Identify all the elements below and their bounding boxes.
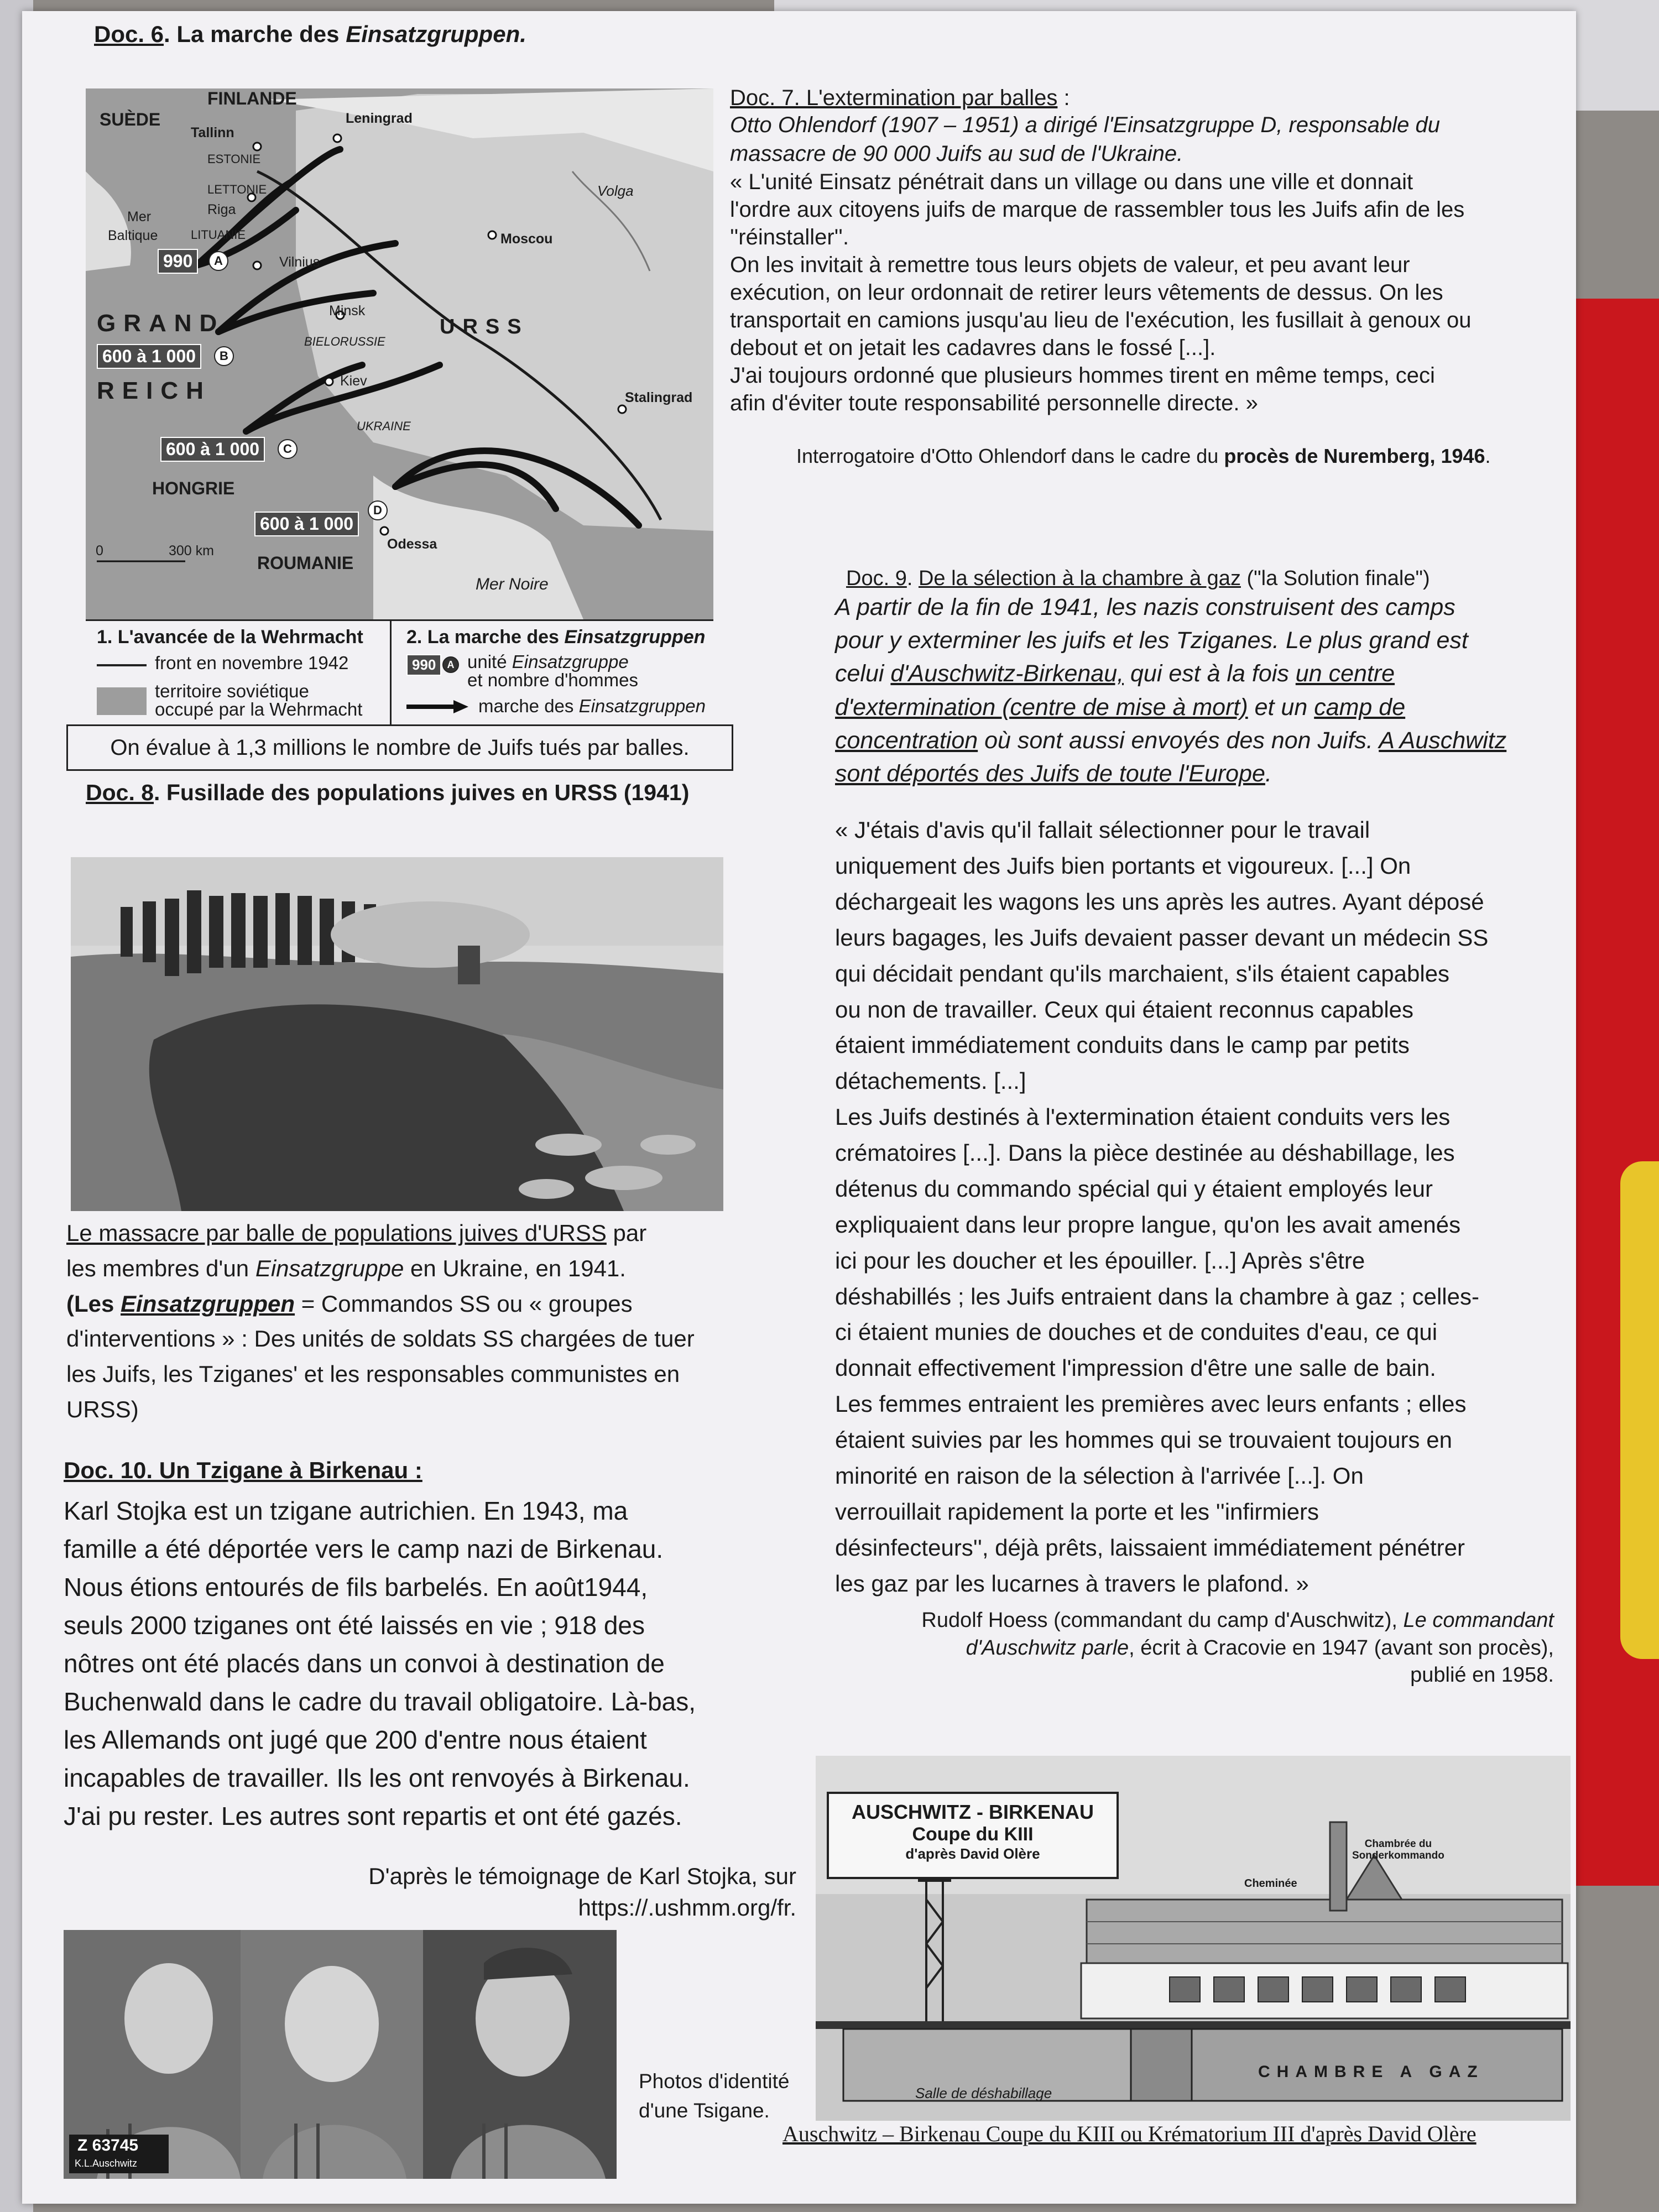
doc9-intro-text: qui est à la fois bbox=[1124, 660, 1296, 687]
doc9-source bbox=[835, 1607, 1554, 1689]
kiii-label-cheminee: Cheminée bbox=[1244, 1877, 1297, 1890]
doc7-quote bbox=[730, 168, 1548, 417]
id-photo-number: Z 63745 bbox=[77, 2136, 139, 2154]
doc7-intro-2: massacre de 90 000 Juifs au sud de l'Ukraine. bbox=[730, 142, 1183, 166]
map-label-moscou: Moscou bbox=[500, 231, 553, 247]
legend-unit-text-1 bbox=[467, 653, 629, 671]
legend-unit-text: unité bbox=[467, 651, 512, 672]
doc9-quote bbox=[835, 812, 1554, 1601]
doc8-caption-text: les membres d'un bbox=[66, 1255, 255, 1281]
legend-march-text: marche des bbox=[478, 696, 579, 716]
unit-b-count: 600 à 1 000 bbox=[97, 344, 201, 369]
doc9-intro-line bbox=[835, 657, 1554, 690]
doc8-caption-underlined: Le massacre par balle de populations juives d'URSS bbox=[66, 1220, 607, 1246]
photo-caption-line-1: Photos d'identité bbox=[639, 2070, 790, 2093]
doc7-line: l'ordre aux citoyens juifs de marque de rassembler tous les Juifs afin de les bbox=[730, 197, 1465, 222]
unit-c-count: 600 à 1 000 bbox=[160, 437, 265, 462]
map-label-lituanie: LITUANIE bbox=[191, 228, 246, 242]
doc9-line: déshabillés ; les Juifs entraient dans la chambre à gaz ; celles- bbox=[835, 1283, 1479, 1310]
doc6-title-italic: Einsatzgruppen. bbox=[346, 21, 526, 47]
doc10-text bbox=[64, 1492, 805, 1835]
doc10-line: Nous étions entourés de fils barbelés. En août1944, bbox=[64, 1573, 648, 1601]
map-scale-zero: 0 bbox=[96, 543, 103, 559]
doc7-line: debout et on jetait les cadavres dans le fossé [...]. bbox=[730, 336, 1216, 360]
doc6-title bbox=[94, 21, 526, 48]
doc9-intro-text: où sont aussi envoyés des non Juifs. bbox=[978, 727, 1379, 754]
doc7-intro-1: Otto Ohlendorf (1907 – 1951) a dirigé l'Einsatzgruppe D, responsable du bbox=[730, 113, 1440, 137]
unit-d-letter: D bbox=[368, 500, 388, 520]
map-label-urss: URSS bbox=[440, 315, 529, 338]
doc9-intro bbox=[835, 591, 1554, 790]
map-label-lettonie: LETTONIE bbox=[207, 182, 267, 196]
legend-title-2-text: 2. La marche des bbox=[406, 627, 565, 648]
doc9-intro-line bbox=[835, 724, 1554, 757]
legend-front-line-swatch bbox=[97, 664, 147, 666]
legend-arrow-icon bbox=[406, 698, 470, 715]
map-label-estonie: ESTONIE bbox=[207, 152, 261, 166]
legend-unit-letter: A bbox=[442, 656, 459, 673]
einsatzgruppen-map bbox=[86, 88, 713, 619]
photo-caption bbox=[639, 2067, 789, 2125]
doc9-line: ci étaient munies de douches et de conduites d'eau, ce qui bbox=[835, 1319, 1438, 1345]
doc10-source-line-1: D'après le témoignage de Karl Stojka, sur bbox=[368, 1863, 796, 1889]
map-label-ukraine: UKRAINE bbox=[357, 419, 411, 433]
doc7-line: transportait en camions jusqu'au lieu de l'exécution, les fusillait à genoux ou bbox=[730, 308, 1472, 332]
map-label-mer-noire: Mer Noire bbox=[476, 575, 549, 593]
doc9-intro-underlined: sont déportés des Juifs de toute l'Europe bbox=[835, 760, 1265, 787]
map-label-riga: Riga bbox=[207, 202, 236, 217]
legend-territory-swatch bbox=[97, 687, 147, 715]
fusillade-photo bbox=[71, 857, 723, 1211]
doc9-intro-underlined: d'extermination (centre de mise à mort) bbox=[835, 693, 1248, 721]
doc9-line: ou non de travailler. Ceux qui étaient reconnus capables bbox=[835, 996, 1414, 1022]
kiii-cross-section bbox=[816, 1756, 1571, 2121]
doc9-line: les gaz par les lucarnes à travers le plafond. » bbox=[835, 1570, 1309, 1597]
doc9-intro-text: et un bbox=[1248, 693, 1314, 721]
doc10-line: J'ai pu rester. Les autres sont repartis et ont été gazés. bbox=[64, 1802, 682, 1830]
identity-photos bbox=[64, 1930, 617, 2179]
doc9-source-italic: Le commandant bbox=[1403, 1609, 1554, 1632]
doc10-source bbox=[299, 1861, 796, 1923]
doc9-title-num: Doc. 9 bbox=[846, 567, 907, 590]
photo-caption-line-2: d'une Tsigane. bbox=[639, 2099, 770, 2122]
unit-a-letter: A bbox=[208, 251, 228, 271]
doc9-intro-underlined: camp de bbox=[1314, 693, 1406, 721]
doc9-line: déchargeait les wagons les uns après les autres. Ayant déposé bbox=[835, 888, 1484, 915]
doc9-line: minorité en raison de la sélection à l'arrivée [...]. On bbox=[835, 1462, 1364, 1489]
doc9-source-line-2 bbox=[835, 1635, 1554, 1662]
doc10-line: incapables de travailler. Ils les ont renvoyés à Birkenau. bbox=[64, 1764, 690, 1792]
kiii-label-chambree bbox=[1352, 1839, 1444, 1862]
doc8-caption-line-1 bbox=[66, 1215, 818, 1251]
doc9-title-suffix: ("la Solution finale") bbox=[1240, 567, 1430, 590]
kiii-title-1: AUSCHWITZ - BIRKENAU bbox=[852, 1801, 1094, 1823]
map-legend bbox=[86, 619, 713, 729]
legend-wehrmacht bbox=[86, 621, 392, 729]
doc7-source-text: Interrogatoire d'Otto Ohlendorf dans le cadre du bbox=[796, 445, 1224, 467]
legend-unit-text-2: et nombre d'hommes bbox=[467, 670, 638, 690]
doc9-source-text: Rudolf Hoess (commandant du camp d'Auschwitz), bbox=[921, 1609, 1404, 1632]
doc7-title bbox=[730, 86, 1548, 111]
legend-title-2 bbox=[406, 627, 705, 648]
unit-b-letter: B bbox=[214, 346, 234, 366]
doc8-definition-line: URSS) bbox=[66, 1396, 139, 1423]
estimate-box: On évalue à 1,3 millions le nombre de Juifs tués par balles. bbox=[66, 724, 733, 771]
doc7-section bbox=[730, 86, 1548, 468]
map-label-odessa: Odessa bbox=[387, 536, 437, 552]
doc10-line: Karl Stojka est un tzigane autrichien. En 1943, ma bbox=[64, 1496, 628, 1525]
map-label-minsk: Minsk bbox=[329, 303, 366, 319]
doc9-intro-underlined: d'Auschwitz-Birkenau, bbox=[890, 660, 1124, 687]
legend-title-1: 1. L'avancée de la Wehrmacht bbox=[97, 627, 363, 648]
doc9-intro-line: pour y exterminer les juifs et les Tziganes. Le plus grand est bbox=[835, 627, 1468, 654]
unit-a-count: 990 bbox=[158, 249, 198, 274]
doc9-intro-line bbox=[835, 691, 1554, 724]
doc7-title-suffix: : bbox=[1057, 86, 1070, 110]
legend-march bbox=[478, 696, 706, 717]
doc9-line: expliquaient dans leur propre langue, qu'on les avait amenés bbox=[835, 1211, 1461, 1238]
legend-unit-italic: Einsatzgruppe bbox=[512, 651, 629, 672]
doc8-caption-italic: Einsatzgruppe bbox=[255, 1255, 404, 1281]
map-label-volga: Volga bbox=[597, 182, 634, 199]
doc9-line: désinfecteurs'', déjà prêts, laissaient immédiatement pénétrer bbox=[835, 1534, 1465, 1561]
doc9-title-sep: . bbox=[906, 567, 919, 590]
doc7-line: afin d'éviter toute responsabilité personnelle directe. » bbox=[730, 391, 1258, 415]
doc6-title-number: Doc. 6 bbox=[94, 21, 164, 47]
doc10-title: Doc. 10. Un Tzigane à Birkenau : bbox=[64, 1457, 422, 1483]
doc9-intro-text: . bbox=[1265, 760, 1272, 787]
doc10-line: les Allemands ont jugé que 200 d'entre nous étaient bbox=[64, 1725, 647, 1754]
doc9-line: étaient suivies par les hommes qui se trouvaient toujours en bbox=[835, 1427, 1452, 1453]
kiii-label-chambre-gaz: CHAMBRE A GAZ bbox=[1258, 2063, 1484, 2081]
doc8-definition-term: (Les bbox=[66, 1290, 121, 1317]
doc9-title-text: De la sélection à la chambre à gaz bbox=[918, 567, 1241, 590]
map-label-reich: REICH bbox=[97, 377, 211, 404]
doc8-definition-line-1 bbox=[66, 1286, 818, 1322]
legend-territory-1: territoire soviétique bbox=[155, 681, 309, 701]
map-label-stalingrad: Stalingrad bbox=[625, 390, 693, 405]
doc9-intro-text: celui bbox=[835, 660, 891, 687]
map-label-roumanie: ROUMANIE bbox=[257, 553, 354, 573]
doc7-title-text: Doc. 7. L'extermination par balles bbox=[730, 86, 1058, 110]
doc9-line: verrouillait rapidement la porte et les ''infirmiers bbox=[835, 1498, 1319, 1525]
doc7-source-bold: procès de Nuremberg, 1946 bbox=[1224, 445, 1485, 467]
doc9-intro-underlined: A Auschwitz bbox=[1379, 727, 1507, 754]
kiii-label-chambree-1: Chambrée du bbox=[1364, 1838, 1432, 1850]
doc7-source bbox=[730, 445, 1548, 468]
doc10-line: famille a été déportée vers le camp nazi de Birkenau. bbox=[64, 1535, 664, 1563]
doc9-line: ici pour les doucher et les épouiller. [...] Après s'être bbox=[835, 1247, 1365, 1274]
doc9-line: crématoires [...]. Dans la pièce destinée au déshabillage, les bbox=[835, 1140, 1455, 1166]
doc7-source-end: . bbox=[1485, 445, 1491, 467]
unit-c-letter: C bbox=[278, 439, 298, 459]
map-label-kiev: Kiev bbox=[340, 373, 367, 389]
doc8-definition-term-italic: Einsatzgruppen bbox=[121, 1290, 295, 1317]
doc9-source-line-3: publié en 1958. bbox=[1410, 1663, 1554, 1687]
doc9-line: étaient immédiatement conduits dans le camp par petits bbox=[835, 1032, 1410, 1058]
doc9-line: Les Juifs destinés à l'extermination étaient conduits vers les bbox=[835, 1104, 1451, 1130]
doc9-intro-line: A partir de la fin de 1941, les nazis construisent des camps bbox=[835, 594, 1455, 620]
doc8-title-text: . Fusillade des populations juives en URSS (1941) bbox=[154, 780, 690, 805]
map-label-leningrad: Leningrad bbox=[346, 111, 413, 126]
map-label-hongrie: HONGRIE bbox=[152, 478, 235, 498]
doc7-line: On les invitait à remettre tous leurs objets de valeur, et peu avant leur bbox=[730, 253, 1410, 277]
background-yellow-object bbox=[1620, 1161, 1659, 1659]
legend-territory-2: occupé par la Wehrmacht bbox=[155, 699, 363, 719]
doc8-title-number: Doc. 8 bbox=[86, 780, 154, 805]
doc8-definition-text: = Commandos SS ou « groupes bbox=[295, 1290, 633, 1317]
legend-title-2-italic: Einsatzgruppen bbox=[564, 627, 706, 648]
doc7-line: ''réinstaller''. bbox=[730, 225, 849, 249]
doc7-line: exécution, on leur ordonnait de retirer leurs vêtements de dessus. On les bbox=[730, 280, 1443, 305]
doc7-line: J'ai toujours ordonné que plusieurs hommes tirent en même temps, ceci bbox=[730, 363, 1435, 388]
doc9-intro-line bbox=[835, 757, 1554, 790]
worksheet-page bbox=[22, 11, 1576, 2204]
map-label-mer: Mer bbox=[127, 209, 152, 225]
doc9-line: détenus du commando spécial qui y étaient employés leur bbox=[835, 1175, 1433, 1202]
id-photo-camp: K.L.Auschwitz bbox=[75, 2158, 138, 2169]
doc9-line: « J'étais d'avis qu'il fallait sélectionner pour le travail bbox=[835, 817, 1370, 843]
unit-d-count: 600 à 1 000 bbox=[254, 512, 359, 536]
doc9-title bbox=[835, 567, 1554, 591]
kiii-title-2: Coupe du KIII bbox=[912, 1824, 1034, 1845]
doc10-line: seuls 2000 tziganes ont été laissés en vie ; 918 des bbox=[64, 1611, 645, 1640]
doc9-line: détachements. [...] bbox=[835, 1068, 1026, 1094]
legend-march-italic: Einsatzgruppen bbox=[578, 696, 706, 716]
doc9-source-text: , écrit à Cracovie en 1947 (avant son procès), bbox=[1129, 1636, 1554, 1660]
doc9-intro-underlined: un centre bbox=[1295, 660, 1395, 687]
kiii-label-salle: Salle de déshabillage bbox=[915, 2085, 1052, 2101]
doc9-line: leurs bagages, les Juifs devaient passer devant un médecin SS bbox=[835, 924, 1489, 951]
doc8-title bbox=[86, 780, 689, 806]
legend-front: front en novembre 1942 bbox=[155, 653, 349, 673]
doc9-line: qui décidait pendant qu'ils marchaient, s'ils étaient capables bbox=[835, 960, 1450, 987]
kiii-label-chambree-2: Sonderkommando bbox=[1352, 1849, 1444, 1861]
map-label-grand: GRAND bbox=[97, 310, 225, 337]
map-label-vilnius: Vilnius bbox=[279, 254, 320, 270]
kiii-title-box bbox=[827, 1792, 1119, 1879]
doc8-caption-line-2 bbox=[66, 1251, 818, 1286]
map-label-tallinn: Tallinn bbox=[191, 125, 234, 140]
doc9-line: Les femmes entraient les premières avec leurs enfants ; elles bbox=[835, 1391, 1467, 1417]
legend-unit-count: 990 bbox=[406, 654, 441, 676]
map-label-bielorussie: BIELORUSSIE bbox=[304, 335, 385, 348]
doc9-line: donnait effectivement l'impression d'être une salle de bain. bbox=[835, 1355, 1436, 1381]
doc8-definition-line: les Juifs, les Tziganes' et les responsables communistes en bbox=[66, 1361, 680, 1387]
doc10-source-line-2: https://.ushmm.org/fr. bbox=[578, 1894, 796, 1921]
kiii-title-3: d'après David Olère bbox=[905, 1845, 1040, 1862]
legend-einsatzgruppen bbox=[395, 621, 711, 729]
doc10-line: nôtres ont été placés dans un convoi à destination de bbox=[64, 1649, 665, 1678]
doc8-caption-text: par bbox=[606, 1220, 647, 1246]
map-label-suede: SUÈDE bbox=[100, 109, 161, 129]
doc9-intro-underlined: concentration bbox=[835, 727, 978, 754]
doc8-definition-line: d'interventions » : Des unités de soldats SS chargées de tuer bbox=[66, 1326, 695, 1352]
doc9-section bbox=[835, 567, 1554, 1689]
doc7-line: « L'unité Einsatz pénétrait dans un village ou dans une ville et donnait bbox=[730, 170, 1413, 194]
doc9-line: uniquement des Juifs bien portants et vigoureux. [...] On bbox=[835, 853, 1411, 879]
map-label-finlande: FINLANDE bbox=[207, 88, 297, 108]
doc10-line: Buchenwald dans le cadre du travail obligatoire. Là-bas, bbox=[64, 1687, 696, 1716]
doc8-caption bbox=[66, 1215, 818, 1427]
doc9-source-italic: d'Auschwitz parle bbox=[966, 1636, 1129, 1660]
doc6-title-text: . La marche des bbox=[164, 21, 346, 47]
map-scale-300km: 300 km bbox=[169, 543, 214, 559]
doc8-caption-text: en Ukraine, en 1941. bbox=[404, 1255, 626, 1281]
kiii-caption: Auschwitz – Birkenau Coupe du KIII ou Krématorium III d'après David Olère bbox=[782, 2121, 1477, 2146]
doc9-source-line-1 bbox=[835, 1607, 1554, 1634]
map-label-baltique: Baltique bbox=[108, 228, 158, 243]
